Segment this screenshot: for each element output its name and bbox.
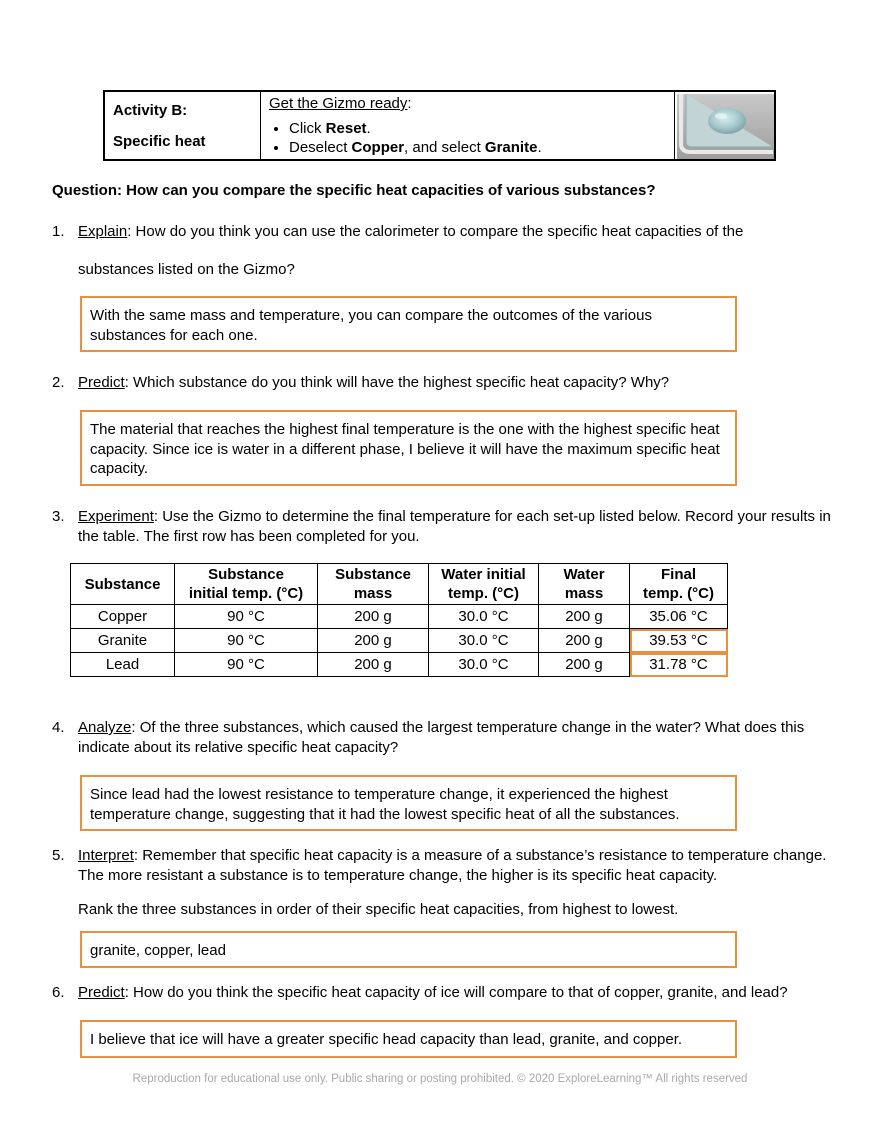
activity-subtitle: Specific heat: [113, 133, 206, 150]
question-text-continued: Rank the three substances in order of their specific heat capacities, from highest to lowest.: [78, 901, 679, 918]
cell-water-initial-temp: 30.0 °C: [429, 653, 539, 677]
granite-sample-image: [677, 94, 774, 159]
header-substance-mass: Substance mass: [318, 564, 429, 605]
gizmo-instructions-cell: [261, 92, 675, 159]
cell-substance: Granite: [71, 629, 175, 653]
cell-substance-mass: 200 g: [318, 605, 429, 629]
answer-box-4[interactable]: Since lead had the lowest resistance to temperature change, it experienced the highest temperature change, suggesting that it had the lowest specific heat of all the substances.: [80, 775, 737, 831]
table-header-row: [71, 564, 728, 605]
gizmo-thumbnail: [675, 92, 776, 159]
answer-box-5[interactable]: granite, copper, lead: [80, 931, 737, 968]
question-label: Predict: [78, 984, 125, 1001]
cell-water-initial-temp: 30.0 °C: [429, 629, 539, 653]
question-text: : How do you think you can use the calorimeter to compare the specific heat capacities of the: [127, 223, 744, 240]
cell-water-mass: 200 g: [539, 629, 630, 653]
question-text: : Which substance do you think will have the highest specific heat capacity? Why?: [124, 374, 670, 391]
cell-final-temp-input[interactable]: 31.78 °C: [630, 653, 728, 677]
footer-copyright: Reproduction for educational use only. Public sharing or posting prohibited. © 2020 ExploreLearning™ All rights reserved: [132, 1073, 748, 1085]
cell-substance: Lead: [71, 653, 175, 677]
cell-water-mass: 200 g: [539, 653, 630, 677]
answer-box-1[interactable]: With the same mass and temperature, you can compare the outcomes of the various substances for each one.: [80, 296, 737, 352]
question-label: Explain: [78, 223, 128, 240]
question-3: [52, 507, 842, 547]
question-label: Interpret: [78, 847, 134, 864]
header-water-mass: Water mass: [539, 564, 630, 605]
question-text: : Of the three substances, which caused the largest temperature change in the water? What does this indicate about its relative specific heat capacity?: [78, 719, 805, 756]
table-row: [71, 653, 728, 677]
question-text: : Remember that specific heat capacity is a measure of a substance’s resistance to temperature change. The more resistant a substance is to temperature change, the higher is its specific heat capacity.: [78, 847, 827, 884]
cell-substance-initial-temp: 90 °C: [175, 629, 318, 653]
cell-final-temp-input[interactable]: 39.53 °C: [630, 629, 728, 653]
question-6: [52, 983, 842, 1003]
step-reset: • Click Reset.: [289, 120, 674, 137]
question-2: [52, 373, 842, 393]
answer-box-6[interactable]: I believe that ice will have a greater specific head capacity than lead, granite, and copper.: [80, 1020, 737, 1058]
question-number: 1.: [52, 223, 65, 240]
answer-box-2[interactable]: The material that reaches the highest final temperature is the one with the highest specific heat capacity. Since ice is water in a different phase, I believe it will have the maximum specific heat capacity.: [80, 410, 737, 486]
question-number: 4.: [52, 719, 65, 736]
cell-final-temp: 35.06 °C: [630, 605, 728, 629]
question-number: 6.: [52, 984, 65, 1001]
table-row: [71, 629, 728, 653]
cell-substance-initial-temp: 90 °C: [175, 653, 318, 677]
question-heading: Question: How can you compare the specific heat capacities of various substances?: [52, 182, 656, 199]
question-text: : Use the Gizmo to determine the final temperature for each set-up listed below. Record your results in the table. The first row has been completed for you.: [78, 508, 831, 545]
cell-substance-mass: 200 g: [318, 653, 429, 677]
question-number: 5.: [52, 847, 65, 864]
question-label: Predict: [78, 374, 125, 391]
question-number: 2.: [52, 374, 65, 391]
question-number: 3.: [52, 508, 65, 525]
question-1: [52, 222, 842, 280]
cell-substance-mass: 200 g: [318, 629, 429, 653]
gizmo-ready-label: Get the Gizmo ready: [269, 95, 408, 112]
header-water-initial-temp: Water initial temp. (°C): [429, 564, 539, 605]
activity-header-box: [103, 90, 776, 161]
step-select-granite: • Deselect Copper, and select Granite.: [289, 139, 674, 156]
header-substance: Substance: [71, 564, 175, 605]
header-final-temp: Final temp. (°C): [630, 564, 728, 605]
question-text: : How do you think the specific heat capacity of ice will compare to that of copper, granite, and lead?: [124, 984, 788, 1001]
cell-substance-initial-temp: 90 °C: [175, 605, 318, 629]
results-table: [70, 563, 728, 677]
question-label: Analyze: [78, 719, 132, 736]
question-label: Experiment: [78, 508, 154, 525]
cell-substance: Copper: [71, 605, 175, 629]
table-row: [71, 605, 728, 629]
question-4: [52, 718, 842, 758]
question-text-continued: substances listed on the Gizmo?: [78, 261, 295, 278]
question-5: [52, 846, 842, 920]
cell-water-initial-temp: 30.0 °C: [429, 605, 539, 629]
activity-title: Activity B:: [113, 102, 188, 119]
cell-water-mass: 200 g: [539, 605, 630, 629]
gizmo-ready-colon: :: [407, 95, 412, 112]
header-substance-initial-temp: Substance initial temp. (°C): [175, 564, 318, 605]
activity-title-cell: [105, 92, 261, 159]
setup-steps: [269, 120, 674, 156]
